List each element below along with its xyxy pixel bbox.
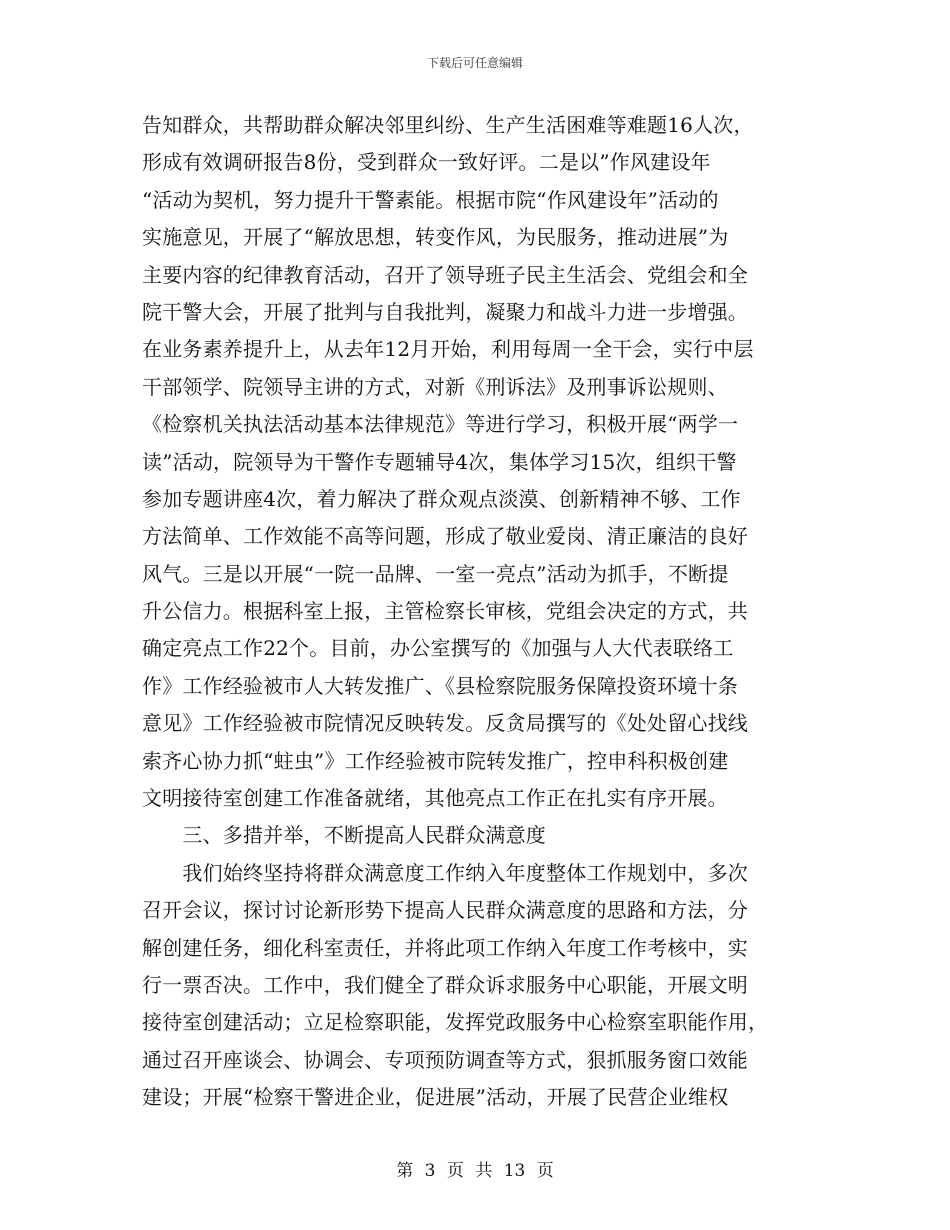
text-line: 升公信力。根据科室上报，主管检察长审核，党组会决定的方式，共	[142, 599, 748, 624]
text-line: 作》工作经验被市人大转发推广、《县检察院服务保障投资环境十条	[142, 673, 738, 698]
text-line: 参加专题讲座4次，着力解决了群众观点淡漠、创新精神不够、工作	[142, 486, 741, 511]
text-line: 院干警大会，开展了批判与自我批判，凝聚力和战斗力进一步增强。	[142, 299, 748, 324]
page-header: 下载后可任意编辑	[426, 56, 523, 70]
text-line: 主要内容的纪律教育活动，召开了领导班子民主生活会、党组会和全	[142, 262, 748, 287]
text-line: 风气。三是以开展“一院一品牌、一室一亮点”活动为抓手，不断提	[142, 561, 729, 586]
page-footer: 第 3 页 共 13 页	[396, 1161, 554, 1181]
text-line: 索齐心协力抓“蛀虫”》工作经验被市院转发推广，控申科积极创建	[142, 748, 729, 773]
text-line: 干部领学、院领导主讲的方式，对新《刑诉法》及刑事诉讼规则、	[142, 374, 728, 399]
text-line: 《检察机关执法活动基本法律规范》等进行学习，积极开展“两学一	[142, 412, 739, 437]
document-body	[142, 107, 804, 1117]
text-line: 建设；开展“检察干警进企业，促进展”活动，开展了民营企业维权	[142, 1085, 729, 1110]
text-line: 召开会议，探讨讨论新形势下提高人民群众满意度的思路和方法，分	[142, 898, 748, 923]
text-line: 解创建任务，细化科室责任，并将此项工作纳入年度工作考核中，实	[142, 935, 748, 960]
text-line: 我们始终坚持将群众满意度工作纳入年度整体工作规划中，多次	[142, 860, 748, 885]
text-line: 形成有效调研报告8份，受到群众一致好评。二是以”作风建设年	[142, 150, 711, 175]
text-line: 确定亮点工作22个。目前，办公室撰写的《加强与人大代表联络工	[142, 636, 734, 661]
text-line: 读”活动，院领导为干警作专题辅导4次，集体学习15次，组织干警	[142, 449, 737, 474]
text-line: 实施意见，开展了“解放思想，转变作风，为民服务，推动进展”为	[142, 225, 729, 250]
text-line: “活动为契机，努力提升干警素能。根据市院“作风建设年”活动的	[142, 187, 719, 212]
text-line: 接待室创建活动；立足检察职能，发挥党政服务中心检察室职能作用，	[142, 1010, 769, 1035]
text-line: 文明接待室创建工作准备就绪，其他亮点工作正在扎实有序开展。	[142, 786, 728, 811]
text-line: 方法简单、工作效能不高等问题，形成了敬业爱岗、清正廉洁的良好	[142, 524, 748, 549]
text-line: 行一票否决。工作中，我们健全了群众诉求服务中心职能，开展文明	[142, 972, 748, 997]
text-line: 通过召开座谈会、协调会、专项预防调查等方式，狠抓服务窗口效能	[142, 1047, 748, 1072]
text-line: 三、多措并举，不断提高人民群众满意度	[142, 823, 546, 848]
text-line: 告知群众，共帮助群众解决邻里纠纷、生产生活困难等难题16人次，	[142, 113, 754, 137]
text-line: 意见》工作经验被市院情况反映转发。反贪局撰写的《处处留心找线	[142, 711, 748, 736]
text-line: 在业务素养提升上，从去年12月开始，利用每周一全干会，实行中层	[142, 337, 754, 362]
